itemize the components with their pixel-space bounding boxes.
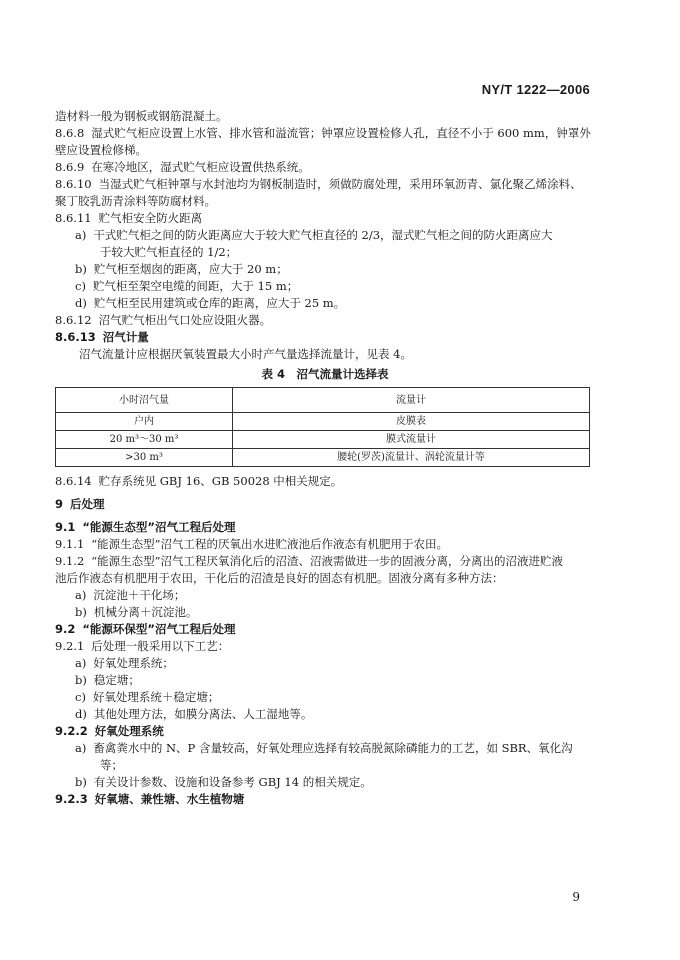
flowmeter-table (55, 387, 590, 467)
item-label: d) (75, 707, 87, 721)
table-row (56, 431, 590, 449)
list-item (55, 261, 595, 278)
text-line: 造材料一般为钢板或钢筋混凝土。 (55, 109, 228, 123)
section-title: “能源环保型”沼气工程后处理 (82, 622, 236, 636)
list-item (55, 655, 595, 672)
section-9-1-heading (55, 519, 595, 536)
table-header: 流量计 (233, 388, 590, 413)
item-label: c) (75, 279, 86, 293)
item-label: b) (75, 673, 87, 687)
item-text: 沉淀池＋干化场； (93, 588, 186, 602)
item-text: 干式贮气柜之间的防火距离应大于较大贮气柜直径的 2/3，湿式贮气柜之间的防火距离应大 (93, 228, 553, 242)
table-cell: 20 m³～30 m³ (56, 431, 233, 449)
table-cell: 膜式流量计 (233, 431, 590, 449)
list-item (55, 774, 595, 791)
standard-code: NY/T 1222—2006 (481, 82, 590, 97)
item-label: a) (75, 588, 87, 602)
item-label: a) (75, 656, 87, 670)
clause-number: 8.6.8 (55, 126, 85, 140)
clause-8-6-8 (55, 125, 595, 142)
list-item (55, 604, 595, 621)
clause-text: 后处理一般采用以下工艺： (91, 639, 230, 653)
clause-text: 湿式贮气柜应设置上水管、排水管和溢流管；钟罩应设置检修人孔，直径不小于 600 mm，钟罩外 (91, 126, 591, 140)
clause-number: 8.6.9 (55, 160, 85, 174)
text-line: 于较大贮气柜直径的 1/2； (100, 245, 238, 259)
table-cell: 腰轮(罗茨)流量计、涡轮流量计等 (233, 449, 590, 467)
table-header: 小时沼气量 (56, 388, 233, 413)
item-label: d) (75, 296, 87, 310)
text-line: 池后作液态有机肥用于农田，干化后的沼渣是良好的固态有机肥。固液分离有多种方法： (55, 571, 504, 585)
clause-text: “能源生态型”沼气工程厌氧消化后的沼渣、沼液需做进一步的固液分离，分离出的沼液进贮液 (91, 554, 564, 568)
section-number: 9 (55, 497, 64, 511)
table-row (56, 413, 590, 431)
table-title: 表 4 沼气流量计选择表 (261, 367, 389, 381)
clause-9-2-3 (55, 791, 595, 808)
item-text: 机械分离＋沉淀池。 (93, 605, 198, 619)
clause-9-1-2 (55, 553, 595, 570)
clause-number: 8.6.12 (55, 313, 92, 327)
item-text: 好氧处理系统； (93, 656, 174, 670)
clause-text: 在寒冷地区，湿式贮气柜应设置供热系统。 (91, 160, 310, 174)
clause-text: 贮气柜安全防火距离 (98, 211, 203, 225)
clause-number: 8.6.11 (55, 211, 92, 225)
table-header-row (56, 388, 590, 413)
text-line: 等； (100, 758, 123, 772)
list-item (55, 587, 595, 604)
clause-8-6-10 (55, 176, 595, 193)
clause-number: 9.1.2 (55, 554, 85, 568)
list-item (55, 295, 595, 312)
clause-number: 9.2.1 (55, 639, 85, 653)
clause-9-2-2 (55, 723, 595, 740)
item-label: c) (75, 690, 86, 704)
text-line: 聚丁胶乳沥青涂料等防腐材料。 (55, 194, 216, 208)
clause-8-6-11 (55, 210, 595, 227)
item-label: b) (75, 775, 87, 789)
clause-number: 9.2.2 (55, 724, 88, 738)
clause-number: 8.6.10 (55, 177, 92, 191)
section-9-2-heading (55, 621, 595, 638)
list-item (55, 706, 595, 723)
section-number: 9.2 (55, 622, 76, 636)
item-label: a) (75, 741, 87, 755)
item-text: 贮气柜至烟囱的距离，应大于 20 m； (93, 262, 288, 276)
table-cell: 户内 (56, 413, 233, 431)
page-content (55, 108, 595, 808)
clause-text: “能源生态型”沼气工程的厌氧出水进贮液池后作液态有机肥用于农田。 (91, 537, 449, 551)
clause-heading: 好氧处理系统 (94, 724, 164, 738)
item-label: a) (75, 228, 87, 242)
list-item (55, 689, 595, 706)
clause-8-6-14 (55, 473, 595, 490)
clause-heading: 沼气计量 (102, 330, 149, 344)
section-title: 后处理 (70, 497, 105, 511)
clause-text: 当湿式贮气柜钟罩与水封池均为钢板制造时，须做防腐处理，采用环氧沥青、氯化聚乙烯涂料、 (98, 177, 582, 191)
clause-9-1-1 (55, 536, 595, 553)
clause-number: 8.6.13 (55, 330, 96, 344)
table-row (56, 449, 590, 467)
clause-number: 9.2.3 (55, 792, 88, 806)
table-cell: >30 m³ (56, 449, 233, 467)
clause-text: 沼气贮气柜出气口处应设阻火器。 (98, 313, 272, 327)
clause-number: 8.6.14 (55, 474, 92, 488)
section-number: 9.1 (55, 520, 76, 534)
table-cell: 皮膜表 (233, 413, 590, 431)
clause-number: 9.1.1 (55, 537, 85, 551)
text-line: 壁应设置检修梯。 (55, 143, 147, 157)
section-9-heading (55, 496, 595, 513)
item-text: 有关设计参数、设施和设备参考 GBJ 14 的相关规定。 (93, 775, 372, 789)
page-number: 9 (572, 890, 580, 904)
section-title: “能源生态型”沼气工程后处理 (82, 520, 236, 534)
clause-8-6-9 (55, 159, 595, 176)
item-label: b) (75, 262, 87, 276)
text-line: 沼气流量计应根据厌氧装置最大小时产气量选择流量计，见表 4。 (79, 347, 412, 361)
clause-9-2-1 (55, 638, 595, 655)
item-text: 好氧处理系统＋稳定塘； (92, 690, 220, 704)
item-text: 贮气柜至架空电缆的间距，大于 15 m； (92, 279, 299, 293)
list-item (55, 278, 595, 295)
clause-8-6-12 (55, 312, 595, 329)
item-text: 其他处理方法，如膜分离法、人工湿地等。 (93, 707, 313, 721)
item-label: b) (75, 605, 87, 619)
item-text: 畜禽粪水中的 N、P 含量较高，好氧处理应选择有较高脱氮除磷能力的工艺，如 SBR、氧化沟 (93, 741, 573, 755)
list-item (55, 740, 595, 757)
clause-text: 贮存系统见 GBJ 16、GB 50028 中相关规定。 (98, 474, 343, 488)
clause-8-6-13 (55, 329, 595, 346)
list-item (55, 227, 595, 244)
item-text: 贮气柜至民用建筑或仓库的距离，应大于 25 m。 (93, 296, 346, 310)
clause-heading: 好氧塘、兼性塘、水生植物塘 (94, 792, 245, 806)
list-item (55, 672, 595, 689)
item-text: 稳定塘； (93, 673, 140, 687)
